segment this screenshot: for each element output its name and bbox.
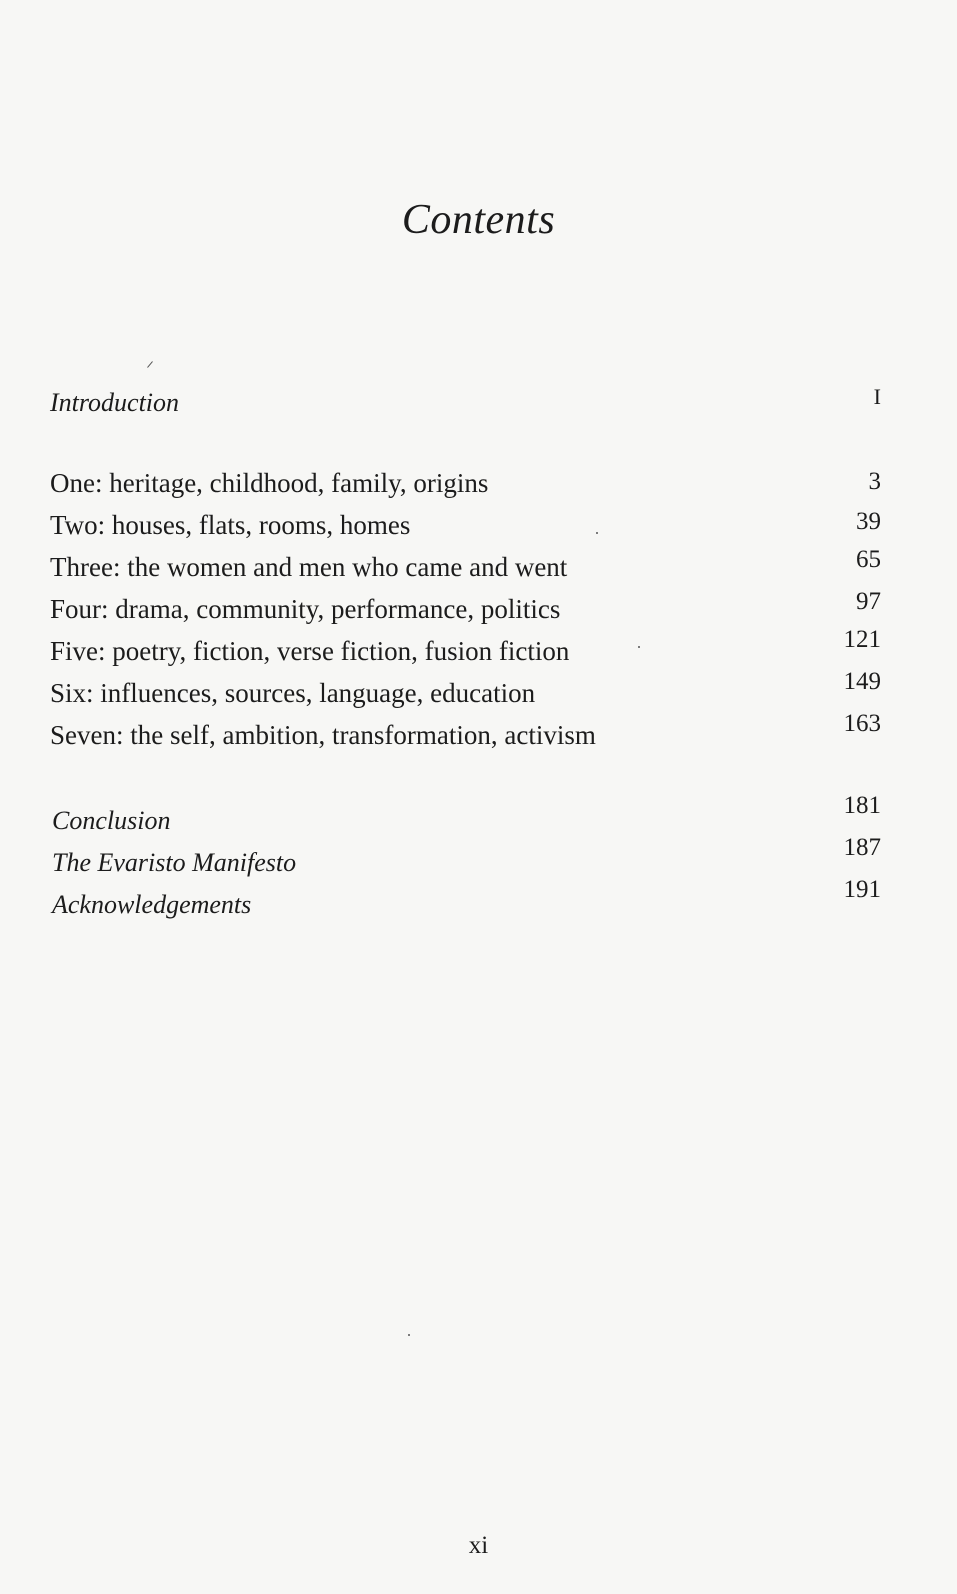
- print-speck: [147, 361, 153, 368]
- toc-entry-page: 97: [856, 588, 881, 615]
- toc-entry-page: 149: [843, 668, 881, 695]
- toc-entry-label: Acknowledgements: [52, 890, 252, 919]
- toc-entry-chapter-six[interactable]: [50, 668, 881, 714]
- toc-entry-label: Three: the women and men who came and went: [50, 552, 568, 582]
- toc-entry-chapter-five[interactable]: [50, 626, 881, 672]
- toc-entry-manifesto[interactable]: [52, 834, 881, 884]
- page-number: xi: [468, 1532, 489, 1559]
- toc-entry-label: Five: poetry, fiction, verse fiction, fusion fiction: [50, 636, 570, 666]
- toc-entry-page: 187: [843, 834, 881, 861]
- toc-entry-page: 163: [843, 710, 881, 737]
- toc-entry-page: 181: [843, 792, 881, 819]
- print-speck: [638, 646, 640, 648]
- toc-entry-page: 3: [868, 468, 881, 495]
- toc-entry-label: Seven: the self, ambition, transformation, activism: [50, 720, 596, 750]
- toc-entry-label: Four: drama, community, performance, politics: [50, 594, 561, 624]
- toc-entry-chapter-three[interactable]: [50, 546, 881, 588]
- toc-entry-page: I: [873, 384, 881, 409]
- toc-entry-chapter-seven[interactable]: [50, 710, 881, 756]
- toc-entry-page: 191: [843, 876, 881, 903]
- toc-entry-label: Introduction: [50, 388, 180, 417]
- toc-entry-label: One: heritage, childhood, family, origins: [50, 468, 489, 498]
- toc-entry-acknowledgements[interactable]: [52, 876, 881, 926]
- toc-entry-page: 65: [856, 546, 881, 573]
- toc-entry-label: Six: influences, sources, language, education: [50, 678, 536, 708]
- print-speck: [408, 1334, 410, 1336]
- toc-entry-label: The Evaristo Manifesto: [52, 848, 297, 877]
- toc-entry-label: Conclusion: [52, 806, 171, 835]
- toc-entry-label: Two: houses, flats, rooms, homes: [50, 510, 411, 540]
- toc-entry-chapter-four[interactable]: [50, 588, 881, 630]
- toc-entry-introduction[interactable]: [50, 384, 881, 424]
- toc-entry-conclusion[interactable]: [52, 792, 881, 842]
- toc-entry-chapter-two[interactable]: [50, 510, 881, 546]
- toc-entry-chapter-one[interactable]: [50, 468, 881, 504]
- print-speck: [596, 532, 598, 534]
- page-title: Contents: [401, 197, 556, 243]
- toc-entry-page: 39: [856, 508, 881, 535]
- toc-entry-page: 121: [843, 626, 881, 653]
